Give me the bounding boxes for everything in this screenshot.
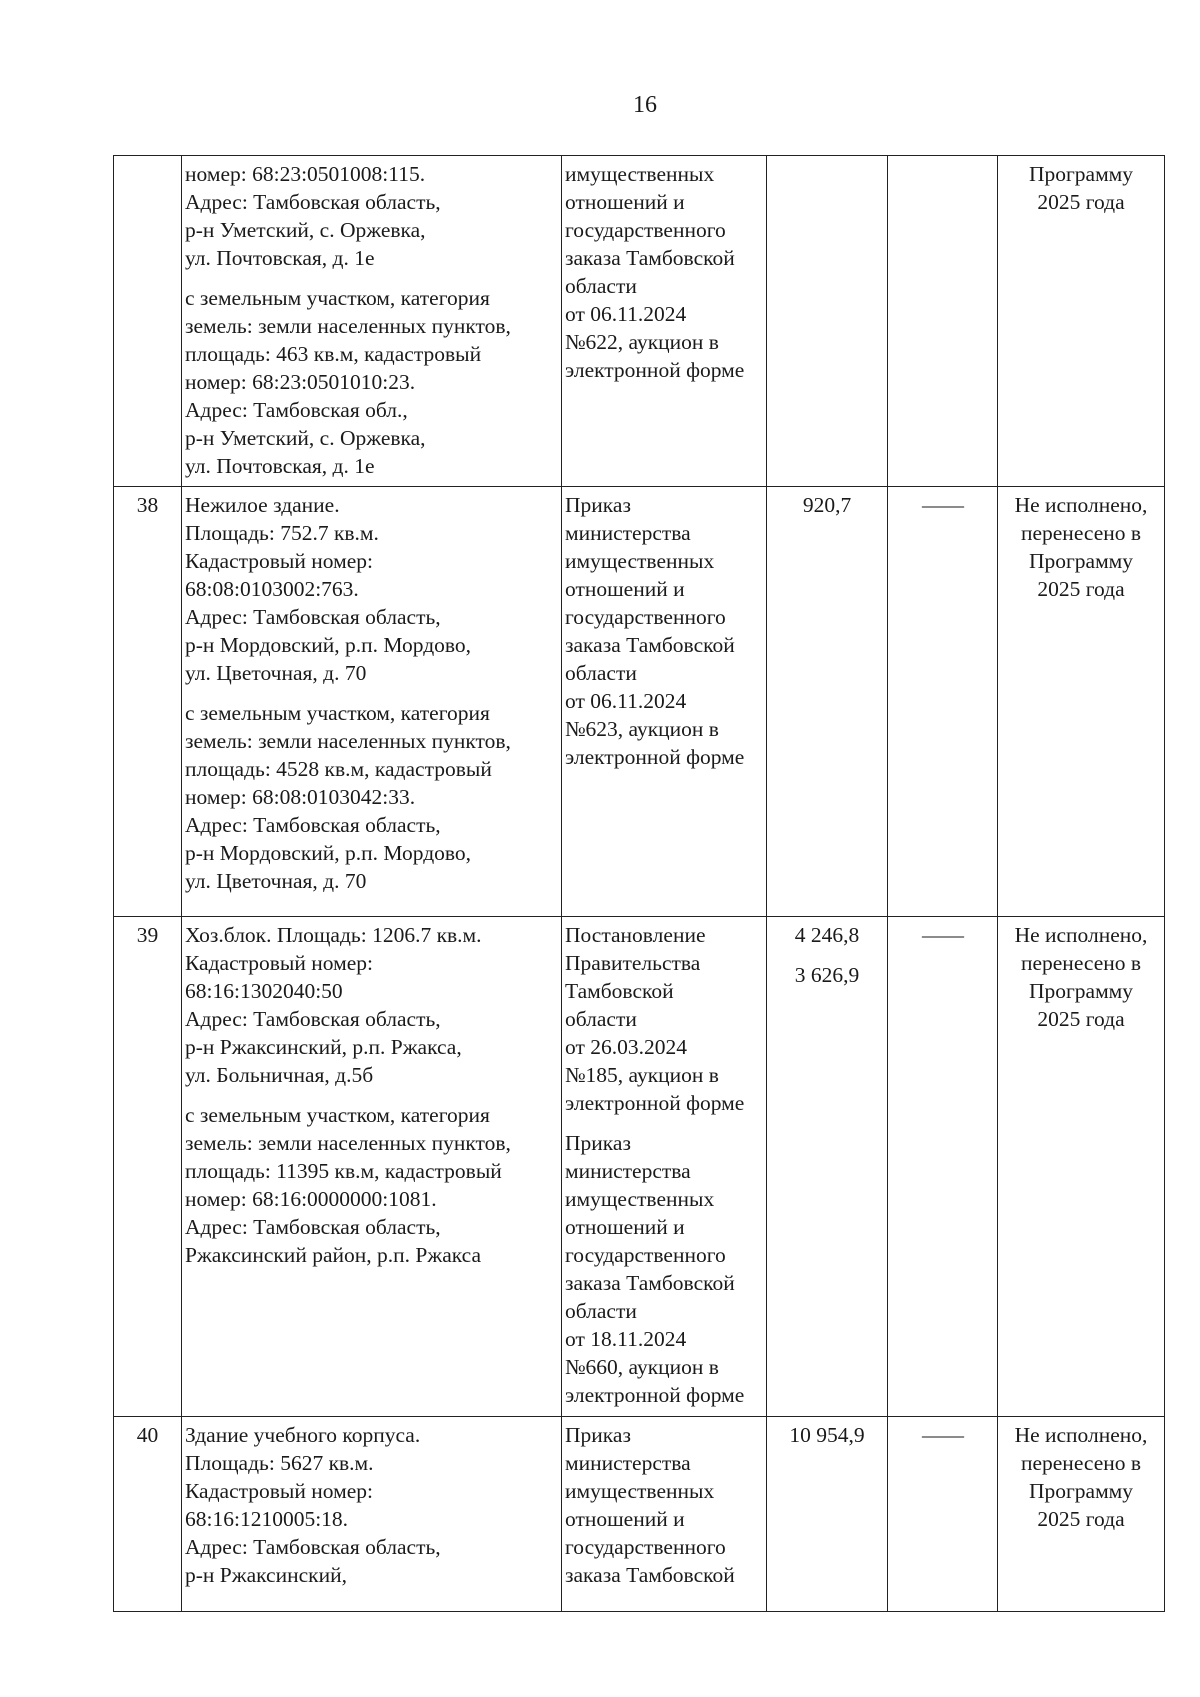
empty-dash: —— <box>922 493 963 517</box>
page-number: 16 <box>633 92 657 118</box>
table-row <box>114 156 1165 487</box>
fact-cell <box>888 156 998 487</box>
row-number: 39 <box>114 917 182 1417</box>
status-note-text: Не исполнено, перенесено в Программу 2025 года <box>1014 923 1148 1031</box>
land-plot-description: с земельным участком, категория земель: земли населенных пунктов, площадь: 4528 кв.м, кадастровый номер: 68:08:0103042:33. Адрес: Тамбовская область, р-н Мордовский, р.п. Мордово, ул. Цветочная, д. 70 <box>185 701 511 893</box>
status-note <box>998 156 1165 487</box>
object-description: Здание учебного корпуса. Площадь: 5627 кв.м. Кадастровый номер: 68:16:1210005:18. Адрес: Тамбовская область, р-н Ржаксинский, <box>185 1423 441 1587</box>
legal-basis-cell <box>562 1417 767 1612</box>
legal-basis: имущественных отношений и государственного заказа Тамбовской области от 06.11.2024 №622, аукцион в электронной форме <box>565 162 745 382</box>
object-description-cell <box>182 156 562 487</box>
object-description: номер: 68:23:0501008:115. Адрес: Тамбовская область, р-н Уметский, с. Оржевка, ул. Почтовская, д. 1е <box>185 162 441 270</box>
land-plot-description: с земельным участком, категория земель: земли населенных пунктов, площадь: 463 кв.м, кадастровый номер: 68:23:0501010:23. Адрес: Тамбовская обл., р-н Уметский, с. Оржевка, ул. Почтовская, д. 1е <box>185 286 511 478</box>
row-number: 40 <box>114 1417 182 1612</box>
object-description-cell <box>182 487 562 917</box>
status-note <box>998 487 1165 917</box>
status-note-text: Не исполнено, перенесено в Программу 2025 года <box>1014 1423 1148 1531</box>
legal-basis-cell <box>562 487 767 917</box>
price-cell <box>767 156 888 487</box>
status-note <box>998 917 1165 1417</box>
price-value: 3 626,9 <box>794 963 860 987</box>
legal-basis: Постановление Правительства Тамбовской области от 26.03.2024 №185, аукцион в электронной форме <box>565 923 745 1115</box>
row-number <box>114 156 182 487</box>
legal-basis: Приказ министерства имущественных отношений и государственного заказа Тамбовской области от 18.11.2024 №660, аукцион в электронной форме <box>565 1131 745 1407</box>
price-value: 4 246,8 <box>794 923 860 947</box>
property-privatization-table <box>113 155 1165 1612</box>
legal-basis-cell <box>562 917 767 1417</box>
fact-cell <box>888 917 998 1417</box>
price-cell <box>767 917 888 1417</box>
legal-basis: Приказ министерства имущественных отношений и государственного заказа Тамбовской области от 06.11.2024 №623, аукцион в электронной форме <box>565 493 745 769</box>
table-row <box>114 487 1165 917</box>
object-description-cell <box>182 1417 562 1612</box>
status-note-text: Не исполнено, перенесено в Программу 2025 года <box>1014 493 1148 601</box>
legal-basis-cell <box>562 156 767 487</box>
fact-cell <box>888 1417 998 1612</box>
table-row <box>114 917 1165 1417</box>
land-plot-description: с земельным участком, категория земель: земли населенных пунктов, площадь: 11395 кв.м, кадастровый номер: 68:16:0000000:1081. Адрес: Тамбовская область, Ржаксинский район, р.п. Ржакса <box>185 1103 511 1267</box>
table-row <box>114 1417 1165 1612</box>
status-note-text: Программу 2025 года <box>1028 162 1134 214</box>
object-description: Хоз.блок. Площадь: 1206.7 кв.м. Кадастровый номер: 68:16:1302040:50 Адрес: Тамбовская область, р-н Ржаксинский, р.п. Ржакса, ул. Больничная, д.5б <box>185 923 482 1087</box>
status-note <box>998 1417 1165 1612</box>
price-value: 920,7 <box>802 493 852 517</box>
object-description: Нежилое здание. Площадь: 752.7 кв.м. Кадастровый номер: 68:08:0103002:763. Адрес: Тамбовская область, р-н Мордовский, р.п. Мордово, ул. Цветочная, д. 70 <box>185 493 472 685</box>
price-cell <box>767 487 888 917</box>
empty-dash: —— <box>922 1423 963 1447</box>
empty-dash: —— <box>922 923 963 947</box>
price-cell <box>767 1417 888 1612</box>
object-description-cell <box>182 917 562 1417</box>
row-number: 38 <box>114 487 182 917</box>
legal-basis: Приказ министерства имущественных отношений и государственного заказа Тамбовской <box>565 1423 735 1587</box>
price-value: 10 954,9 <box>789 1423 865 1447</box>
fact-cell <box>888 487 998 917</box>
